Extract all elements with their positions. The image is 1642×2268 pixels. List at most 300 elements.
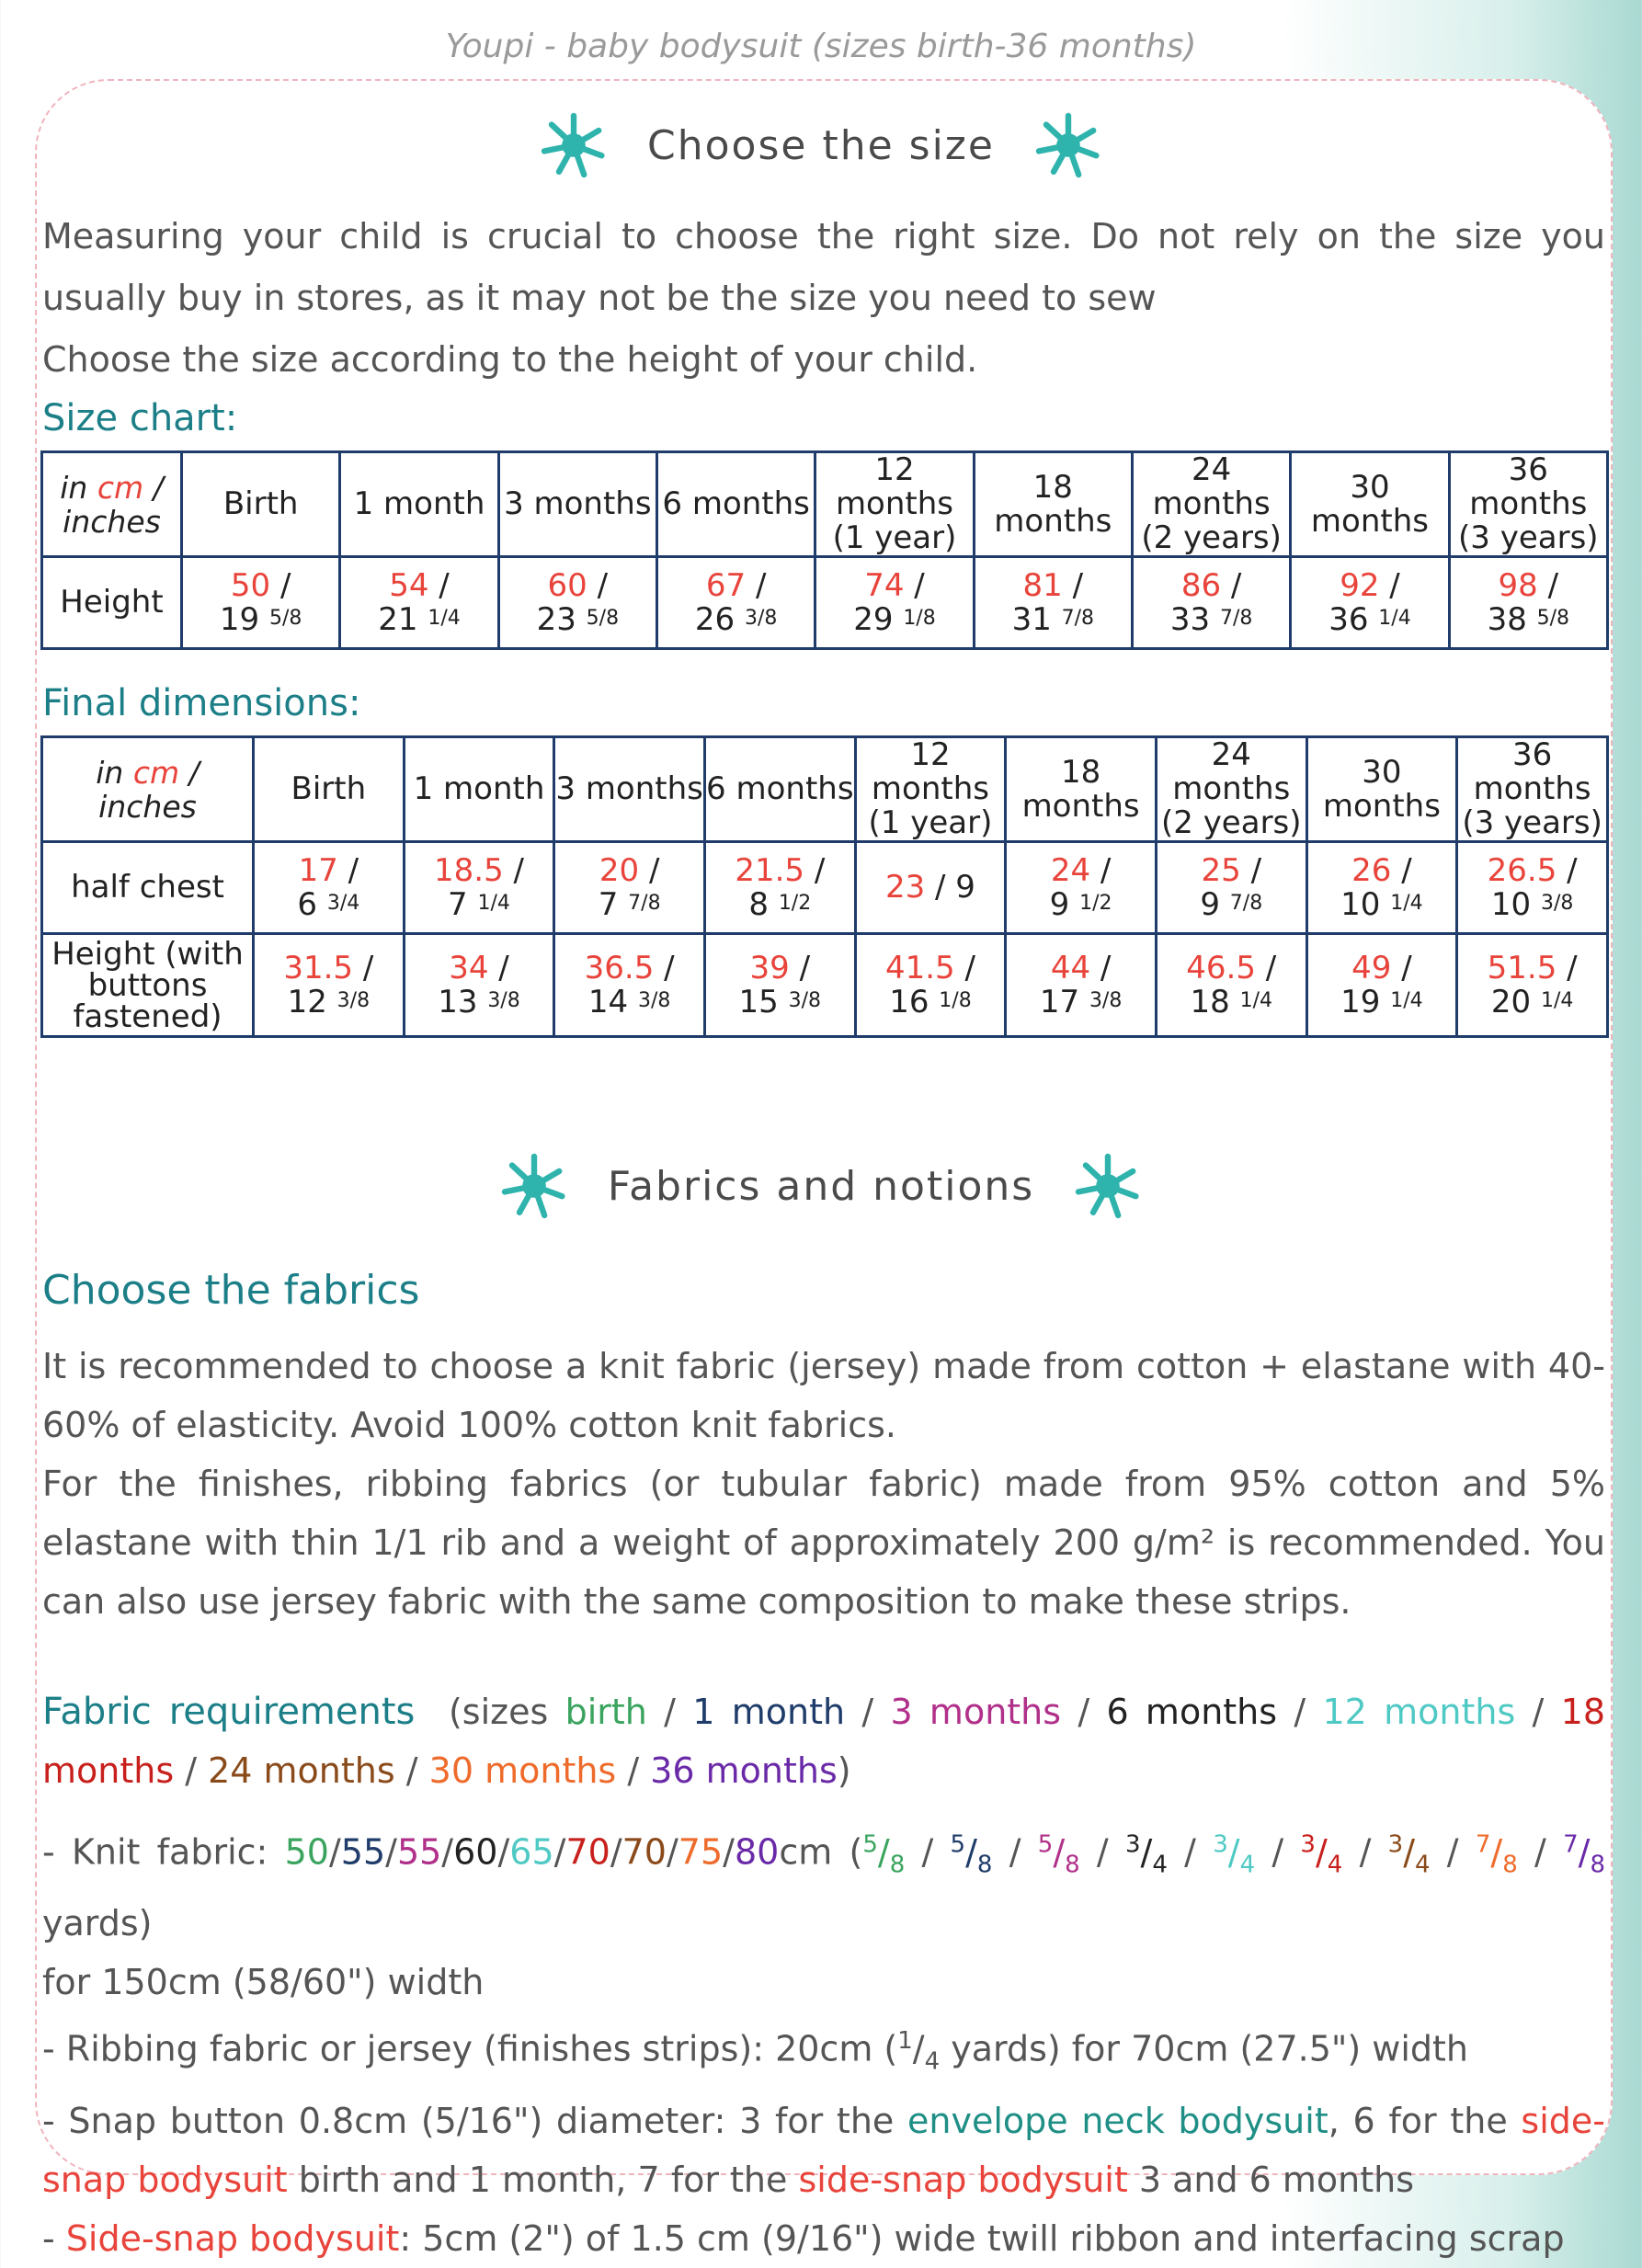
fraction-den: 8 — [976, 1851, 993, 1879]
inch-value: 20 — [1490, 983, 1532, 1020]
knit-cm-value: 70 — [621, 1831, 667, 1873]
size-label: 3 months — [504, 485, 652, 522]
cm-value: 18.5 — [434, 851, 504, 889]
cm-line: 50 / — [230, 566, 291, 604]
inch-fraction: 1/4 — [428, 606, 461, 630]
snap-line — [42, 2091, 1605, 2209]
cm-line: 67 / — [705, 566, 767, 604]
inch-line — [1451, 600, 1606, 638]
size-column-header — [1156, 737, 1306, 842]
ribbing-text: - Ribbing fabric or jersey (finishes strips): 20cm ( — [42, 2028, 898, 2069]
knit-cm-value: 50 — [284, 1831, 329, 1873]
size-label: 6 months — [662, 485, 810, 522]
fraction-den: 4 — [1327, 1851, 1343, 1879]
knit-cm-value: 75 — [678, 1831, 724, 1873]
cm-value: 92 — [1340, 566, 1380, 604]
knit-width: for 150cm (58/60") width — [42, 1962, 485, 2003]
inch-value: 36 — [1328, 600, 1369, 638]
knit-cm-value: 80 — [734, 1831, 780, 1873]
cm-value: 98 — [1498, 566, 1538, 604]
measure-cell — [404, 934, 554, 1037]
measure-cell — [1006, 934, 1157, 1037]
yard-fraction: $^5/_8$ — [1037, 1830, 1080, 1879]
inch-value: 10 — [1340, 885, 1381, 923]
splash-icon — [1071, 1149, 1145, 1223]
measure-cell — [498, 557, 656, 649]
cm-line: 81 / — [1022, 566, 1084, 604]
size-label: 1 month — [413, 770, 545, 807]
ribbing-line: - Ribbing fabric or jersey (finishes strips): 20cm ($^1/_4$ yards) for 70cm (27.5") width — [42, 2027, 1469, 2076]
yards-close: yards) — [42, 1903, 153, 1944]
final-dimensions-heading: Final dimensions: — [42, 682, 361, 724]
inch-fraction: 7/8 — [628, 891, 661, 915]
inch-fraction: 3/8 — [487, 988, 520, 1012]
measure-cell — [1306, 842, 1457, 934]
measure-cell — [855, 934, 1006, 1037]
snap-text: birth and 1 month, 7 for the — [287, 2159, 799, 2200]
inch-value: 14 — [587, 983, 629, 1020]
cm-line: 17 / — [298, 851, 359, 889]
cm-value: 74 — [864, 566, 905, 604]
inch-value: 10 — [1490, 885, 1532, 923]
fabrics-p1: It is recommended to choose a knit fabric (jersey) made from cotton + elastane with 40-60% of elasticity. Avoid 100% cotton knit fabrics. — [42, 1346, 1605, 1445]
inch-line — [658, 600, 814, 638]
snap-text: 3 and 6 months — [1127, 2159, 1415, 2200]
inch-line — [1134, 600, 1289, 638]
size-column-header — [404, 737, 554, 842]
cm-value: 54 — [389, 566, 429, 604]
inch-line — [706, 885, 854, 923]
fraction-den: 4 — [924, 2047, 941, 2076]
measure-cell — [656, 557, 815, 649]
cm-value: 17 — [298, 851, 338, 889]
inch-value: 6 — [297, 885, 318, 923]
intro-p1: Measuring your child is crucial to choose the right size. Do not rely on the size you usually buy in stores, as it may not be the size you need to sew — [42, 216, 1605, 318]
yard-fraction: $^3/_4$ — [1300, 1830, 1343, 1879]
yard-fraction: $^3/_4$ — [1124, 1830, 1168, 1879]
side-snap-text: : 5cm (2") of 1.5 cm (9/16") wide twill ribbon and interfacing scrap — [399, 2217, 1565, 2259]
inch-line — [1007, 885, 1155, 923]
knit-cm-value: 55 — [396, 1831, 442, 1873]
cm-line: 20 / — [599, 851, 660, 889]
intro-p2: Choose the size according to the height of your child. — [42, 339, 978, 380]
ribbing-text-end: yards) for 70cm (27.5") width — [940, 2028, 1469, 2069]
inch-line — [1292, 600, 1447, 638]
cm-line: 49 / — [1351, 949, 1412, 986]
requirements-line — [42, 1682, 1605, 1800]
size-name: 36 months — [650, 1750, 838, 1791]
inch-fraction: 5/8 — [1536, 606, 1570, 630]
splash-icon — [537, 108, 610, 182]
size-label: 36 months — [1469, 451, 1588, 522]
row-label-half-chest: half chest — [42, 842, 254, 934]
inch-value: 12 — [287, 983, 327, 1020]
size-label: 1 month — [353, 485, 485, 522]
fraction-num: 5 — [862, 1830, 878, 1858]
size-column-header — [1132, 452, 1290, 557]
inch-line — [706, 983, 854, 1020]
measure-cell — [340, 557, 498, 649]
fraction-num: 3 — [1124, 1830, 1141, 1858]
measure-cell — [704, 934, 855, 1037]
fabrics-paragraph — [42, 1337, 1605, 1631]
cm-value: 31.5 — [283, 949, 354, 986]
size-column-header — [656, 452, 815, 557]
measure-cell — [554, 842, 705, 934]
size-column-header — [704, 737, 855, 842]
snap-text: - Snap button 0.8cm (5/16") diameter: 3 for the — [42, 2100, 907, 2141]
cm-line: 60 / — [547, 566, 609, 604]
size-label-sub: (2 years) — [1160, 804, 1302, 841]
inch-fraction: 3/8 — [637, 988, 671, 1012]
cm-value: 36.5 — [584, 949, 655, 986]
choose-fabrics-heading: Choose the fabrics — [42, 1267, 420, 1314]
yard-list: $^5/_8 / ^5/_8 / ^5/_8 / ^3/_4 / ^3/_4 / ^3/_4 / ^3/_4 / ^7/_8 / ^7/_8$ — [862, 1830, 1605, 1879]
measure-cell — [1306, 934, 1457, 1037]
cm-value: 44 — [1050, 949, 1091, 986]
size-name: 30 months — [428, 1750, 617, 1791]
measure-cell — [1457, 842, 1608, 934]
section-title-text: Fabrics and notions — [607, 1162, 1035, 1210]
measure-cell — [1449, 557, 1607, 649]
fraction-num: 5 — [950, 1830, 966, 1858]
inch-fraction: 1/4 — [477, 891, 510, 915]
inch-value: 19 — [219, 600, 260, 638]
size-chart-table — [40, 450, 1609, 650]
inch-fraction: 7/8 — [1229, 891, 1263, 915]
cm-line: 18.5 / — [434, 851, 524, 889]
size-label: 6 months — [706, 770, 854, 807]
size-label: 18 months — [994, 468, 1112, 540]
inch-value: 13 — [438, 983, 478, 1020]
inch-fraction: 3/8 — [1089, 988, 1123, 1012]
inch-fraction: 3/8 — [788, 988, 822, 1012]
fraction-num: 3 — [1213, 1830, 1228, 1858]
knit-cm-value: 60 — [453, 1831, 498, 1873]
sizes-close: ) — [837, 1750, 851, 1791]
cm-value: 50 — [230, 566, 271, 604]
cm-line: 34 / — [449, 949, 509, 986]
size-column-header — [1006, 737, 1157, 842]
size-label: 18 months — [1021, 753, 1140, 825]
cm-line: 44 / — [1050, 949, 1112, 986]
side-dash: - — [42, 2217, 66, 2259]
inch-value: 21 — [378, 600, 418, 638]
inch-fraction: 3/8 — [1540, 891, 1574, 915]
size-column-header — [1457, 737, 1608, 842]
fabrics-p2: For the finishes, ribbing fabrics (or tubular fabric) made from 95% cotton and 5% elastane with thin 1/1 rib and a weight of approximately 200 g/m² is recommended. You can also use jersey fabric with the same composition to make these strips. — [42, 1464, 1605, 1622]
size-label-sub: (3 years) — [1462, 804, 1602, 841]
cm-line: 21.5 / — [735, 851, 826, 889]
splash-icon — [1032, 108, 1105, 182]
size-label-sub: (1 year) — [832, 519, 957, 556]
measure-cell — [182, 557, 340, 649]
inch-line — [816, 600, 972, 638]
final-dimensions-table — [40, 735, 1609, 1038]
inch-value: 18 — [1190, 983, 1230, 1020]
requirements-heading: Fabric requirements — [42, 1691, 416, 1733]
size-name: 24 months — [208, 1750, 395, 1791]
inch-line — [555, 885, 703, 923]
inch-value: 8 — [748, 885, 769, 923]
size-column-header — [340, 452, 498, 557]
inch-fraction: 1/4 — [1378, 606, 1411, 630]
inch-line — [1157, 885, 1306, 923]
inch-line — [1458, 983, 1606, 1020]
inch-value: 9 — [1200, 885, 1220, 923]
size-name: 12 months — [1322, 1692, 1516, 1732]
cm-value: 21.5 — [735, 851, 805, 889]
cm-value: 39 — [749, 949, 790, 986]
measure-cell — [704, 842, 855, 934]
yard-fraction: $^7/_8$ — [1475, 1830, 1518, 1879]
measure-cell — [974, 557, 1132, 649]
row-label-height: Height (with buttons fastened) — [42, 934, 254, 1037]
size-column-header — [554, 737, 705, 842]
inch-line — [255, 983, 403, 1020]
knit-cm-value: 55 — [340, 1831, 386, 1873]
size-column-header — [254, 737, 405, 842]
knit-unit: cm ( — [779, 1831, 863, 1873]
cm-line: 23 / 9 — [884, 869, 975, 906]
cm-value: 41.5 — [884, 949, 955, 986]
requirements-block — [42, 1682, 1605, 2268]
size-label: 30 months — [1310, 468, 1429, 540]
inch-line — [857, 983, 1005, 1020]
yard-fraction: $^5/_8$ — [950, 1830, 993, 1879]
side-snap-label: Side-snap bodysuit — [65, 2217, 400, 2259]
fraction-den: 8 — [1590, 1851, 1605, 1879]
inch-value: 19 — [1340, 983, 1381, 1020]
fraction-num: 7 — [1475, 1830, 1491, 1858]
inch-line — [1458, 885, 1606, 923]
inch-value: 7 — [448, 885, 468, 923]
inch-value: 7 — [598, 885, 619, 923]
cm-line: 54 / — [389, 566, 450, 604]
yard-fraction: $^3/_4$ — [1387, 1830, 1431, 1879]
cm-value: 46.5 — [1186, 949, 1256, 986]
size-column-header — [1449, 452, 1607, 557]
snap-side-link: side-snap bodysuit — [42, 2100, 1605, 2200]
inch-fraction: 1/4 — [1390, 988, 1423, 1012]
cm-value: 26 — [1351, 851, 1392, 889]
measure-cell — [1006, 842, 1157, 934]
inch-fraction: 1/4 — [1390, 891, 1423, 915]
inch-line — [255, 885, 403, 923]
cm-line: 25 / — [1201, 851, 1262, 889]
size-chart-heading: Size chart: — [42, 397, 238, 439]
measure-cell — [254, 842, 405, 934]
cm-value: 51.5 — [1487, 949, 1557, 986]
cm-line: 31.5 / — [283, 949, 374, 986]
yard-fraction: $^7/_8$ — [1563, 1830, 1605, 1879]
inch-fraction: 1/4 — [1540, 988, 1574, 1012]
inch-value: 26 — [694, 600, 735, 638]
measure-cell — [554, 934, 705, 1037]
cm-value: 34 — [449, 949, 489, 986]
size-column-header — [815, 452, 974, 557]
size-label-sub: (3 years) — [1458, 519, 1599, 556]
snap-text: , 6 for the — [1328, 2100, 1522, 2141]
size-label: 24 months — [1152, 451, 1271, 522]
size-label: 12 months — [835, 451, 954, 522]
cm-value: 86 — [1180, 566, 1222, 604]
size-column-header — [974, 452, 1132, 557]
measure-cell — [254, 934, 405, 1037]
inch-line — [183, 600, 338, 638]
fraction-den: 4 — [1415, 1851, 1431, 1879]
fraction-den: 8 — [1065, 1851, 1080, 1879]
inch-line — [341, 600, 496, 638]
cm-line: 41.5 / — [884, 949, 975, 986]
cm-line: 74 / — [864, 566, 925, 604]
fraction-num: 7 — [1563, 1830, 1579, 1858]
cm-value: 25 — [1201, 851, 1241, 889]
inch-value: 29 — [853, 600, 894, 638]
cm-value: 60 — [547, 566, 587, 604]
measure-cell — [404, 842, 554, 934]
fraction-den: 4 — [1152, 1851, 1168, 1879]
cm-value: 67 — [705, 566, 747, 604]
size-label: 3 months — [555, 770, 703, 807]
fraction-den: 8 — [1502, 1851, 1518, 1879]
splash-icon — [497, 1149, 571, 1223]
unit-header-cell: in cm / inches — [42, 737, 254, 842]
inch-fraction: 3/8 — [744, 606, 778, 630]
inch-value: 9 — [955, 869, 975, 906]
cm-line: 26.5 / — [1487, 851, 1578, 889]
knit-cm-value: 70 — [565, 1831, 610, 1873]
measure-cell — [1132, 557, 1290, 649]
size-column-header — [182, 452, 340, 557]
cm-line: 39 / — [749, 949, 811, 986]
size-label-sub: (2 years) — [1141, 519, 1282, 556]
inch-fraction: 1/2 — [778, 891, 812, 915]
inch-fraction: 5/8 — [269, 606, 302, 630]
inch-fraction: 3/4 — [326, 891, 360, 915]
section-title-size — [0, 108, 1642, 182]
size-column-header — [498, 452, 656, 557]
size-name: 1 month — [692, 1692, 846, 1732]
size-name: birth — [564, 1692, 647, 1732]
size-column-header — [1291, 452, 1449, 557]
inch-line — [555, 983, 703, 1020]
row-label: Height — [42, 557, 182, 649]
cm-value: 20 — [599, 851, 640, 889]
fraction-num: 5 — [1037, 1830, 1054, 1858]
size-label: 30 months — [1322, 753, 1441, 825]
page-header: Youpi - baby bodysuit (sizes birth-36 months) — [445, 28, 1197, 65]
size-label: 12 months — [871, 736, 989, 807]
inch-line — [500, 600, 656, 638]
size-name: 3 months — [890, 1692, 1062, 1732]
size-label: 36 months — [1473, 736, 1591, 807]
measure-cell — [855, 842, 1006, 934]
section-title-fabrics — [0, 1149, 1642, 1223]
inch-fraction: 7/8 — [1219, 606, 1253, 630]
inch-line — [405, 983, 553, 1020]
cm-value: 49 — [1351, 949, 1392, 986]
size-list: birth / 1 month / 3 months / 6 months / 12 months / 18 months / 24 months / 30 months / 36 months — [42, 1692, 1605, 1791]
yard-fraction: $^5/_8$ — [862, 1830, 906, 1879]
inch-line — [1308, 885, 1456, 923]
inch-fraction: 1/4 — [1239, 988, 1272, 1012]
cm-line: 26 / — [1351, 851, 1412, 889]
inch-line — [1007, 983, 1155, 1020]
inch-fraction: 3/8 — [336, 988, 371, 1012]
inch-fraction: 5/8 — [586, 606, 620, 630]
size-label-sub: (1 year) — [868, 804, 993, 841]
cm-value: 81 — [1022, 566, 1063, 604]
inch-line — [1157, 983, 1306, 1020]
inch-value: 38 — [1487, 600, 1527, 638]
cm-line: 86 / — [1180, 566, 1242, 604]
size-name: 18 months — [42, 1692, 1605, 1791]
inch-value: 16 — [889, 983, 929, 1020]
inch-fraction: 1/8 — [903, 606, 936, 630]
cm-line: 46.5 / — [1186, 949, 1277, 986]
unit-header-cell: in cm / inches — [42, 452, 182, 557]
section-title-text: Choose the size — [647, 121, 995, 169]
cm-value: 23 — [884, 869, 926, 906]
inch-fraction: 7/8 — [1061, 606, 1095, 630]
measure-cell — [1457, 934, 1608, 1037]
inch-value: 15 — [738, 983, 779, 1020]
measure-cell — [1156, 934, 1306, 1037]
knit-cm-value: 65 — [509, 1831, 554, 1873]
fraction-num: 3 — [1300, 1830, 1316, 1858]
yard-fraction: $^3/_4$ — [1213, 1830, 1256, 1879]
cm-value: 26.5 — [1487, 851, 1557, 889]
knit-line — [42, 1815, 1605, 2012]
size-label: Birth — [222, 485, 299, 522]
cm-line: 51.5 / — [1487, 949, 1578, 986]
knit-cm-list: 50/55/55/60/65/70/70/75/80 — [284, 1831, 780, 1873]
inch-line — [405, 885, 553, 923]
size-label: Birth — [291, 770, 367, 807]
inch-value: 23 — [536, 600, 576, 638]
inch-value: 31 — [1011, 600, 1052, 638]
fraction-den: 4 — [1239, 1851, 1256, 1879]
cm-line: 98 / — [1498, 566, 1559, 604]
inch-fraction: 1/8 — [939, 988, 972, 1012]
knit-label: - Knit fabric: — [42, 1831, 285, 1873]
side-snap-line — [42, 2209, 1605, 2268]
sizes-open: (sizes — [448, 1692, 549, 1732]
inch-value: 17 — [1039, 983, 1080, 1020]
size-label: 24 months — [1172, 736, 1291, 807]
inch-value: 33 — [1169, 600, 1211, 638]
inch-value: 9 — [1049, 885, 1070, 923]
cm-line: 92 / — [1340, 566, 1400, 604]
fraction-num: 3 — [1387, 1830, 1404, 1858]
fraction-den: 8 — [889, 1851, 906, 1879]
measure-cell — [815, 557, 974, 649]
inch-fraction: 1/2 — [1079, 891, 1112, 915]
snap-side-link: side-snap bodysuit — [798, 2159, 1128, 2200]
measure-cell — [1156, 842, 1306, 934]
snap-envelope-link: envelope neck bodysuit — [907, 2100, 1328, 2141]
size-column-header — [1306, 737, 1457, 842]
inch-line — [1308, 983, 1456, 1020]
inch-line — [975, 600, 1131, 638]
size-name: 6 months — [1106, 1692, 1278, 1732]
fraction-num: 1 — [897, 2027, 913, 2056]
cm-line: 24 / — [1050, 851, 1112, 889]
cm-value: 24 — [1050, 851, 1091, 889]
size-column-header — [855, 737, 1006, 842]
measure-cell — [1291, 557, 1449, 649]
